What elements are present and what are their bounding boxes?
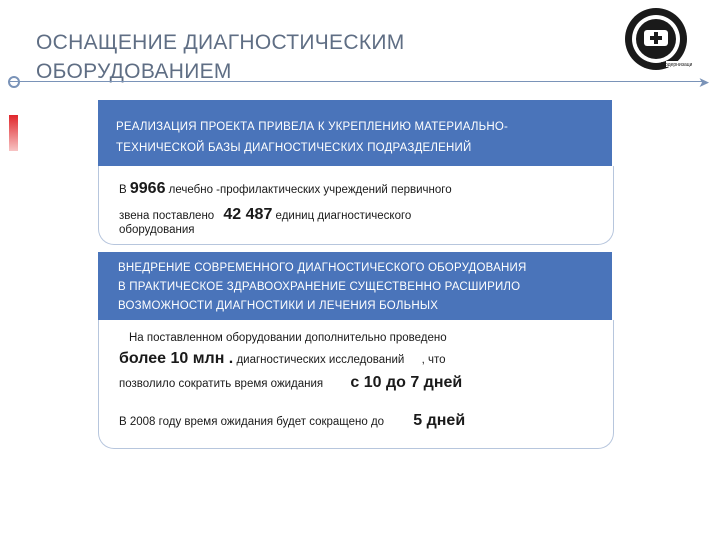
slide-title (36, 28, 405, 86)
block1-prefix: В (119, 184, 127, 196)
institutions-count: 9966 (129, 180, 166, 197)
block1-line-2 (119, 206, 411, 224)
equipment-text: оборудования (119, 224, 195, 236)
block2-line-2 (119, 350, 446, 368)
title-line-2: ОБОРУДОВАНИЕМ (36, 60, 232, 83)
units-count: 42 487 (223, 206, 273, 223)
block2-line-1: На поставленном оборудовании дополнительно проведено (129, 332, 447, 344)
block1-heading-band (98, 100, 612, 166)
institutions-text: лечебно -профилактических учреждений первичного (168, 184, 452, 196)
block1-line-1 (119, 180, 452, 198)
side-accent-bar (9, 115, 18, 151)
divider-arrow-icon: ➤ (698, 74, 710, 90)
block2-line-3 (119, 374, 462, 392)
block1-details (98, 166, 614, 245)
forecast-text: В 2008 году время ожидания будет сокращено до (119, 416, 385, 428)
block2-details (98, 320, 614, 449)
tests-count: более 10 млн . (119, 350, 234, 367)
block1-heading-line-2: ТЕХНИЧЕСКОЙ БАЗЫ ДИАГНОСТИЧЕСКИХ ПОДРАЗДЕЛЕНИЙ (116, 142, 472, 154)
wait-target: 5 дней (413, 412, 466, 429)
supplied-text: звена поставлено (119, 210, 215, 222)
logo (620, 6, 692, 72)
block2-heading-line-2: В ПРАКТИЧЕСКОЕ ЗДРАВООХРАНЕНИЕ СУЩЕСТВЕННО РАСШИРИЛО (118, 281, 521, 293)
logo-caption: Модернизация (660, 62, 692, 68)
divider-start-dot (8, 76, 20, 88)
block2-heading-line-3: ВОЗМОЖНОСТИ ДИАГНОСТИКИ И ЛЕЧЕНИЯ БОЛЬНЫХ (118, 300, 439, 312)
title-line-1: ОСНАЩЕНИЕ ДИАГНОСТИЧЕСКИМ (36, 31, 405, 54)
block2-line-4 (119, 412, 465, 430)
block1-heading (116, 117, 606, 159)
block1-heading-line-1: РЕАЛИЗАЦИЯ ПРОЕКТА ПРИВЕЛА К УКРЕПЛЕНИЮ МАТЕРИАЛЬНО- (116, 121, 509, 133)
tests-text: диагностических исследований (236, 354, 405, 366)
units-text: единиц диагностического (275, 210, 412, 222)
title-divider (10, 81, 702, 82)
block2-heading-line-1: ВНЕДРЕНИЕ СОВРЕМЕННОГО ДИАГНОСТИЧЕСКОГО ОБОРУДОВАНИЯ (118, 262, 527, 274)
wait-text: позволило сократить время ожидания (119, 378, 324, 390)
block2-heading-band (98, 252, 612, 320)
medical-emblem-icon (620, 6, 692, 72)
block2-heading (118, 259, 608, 316)
tests-text-tail: , что (421, 354, 446, 366)
wait-range: с 10 до 7 дней (350, 374, 463, 391)
